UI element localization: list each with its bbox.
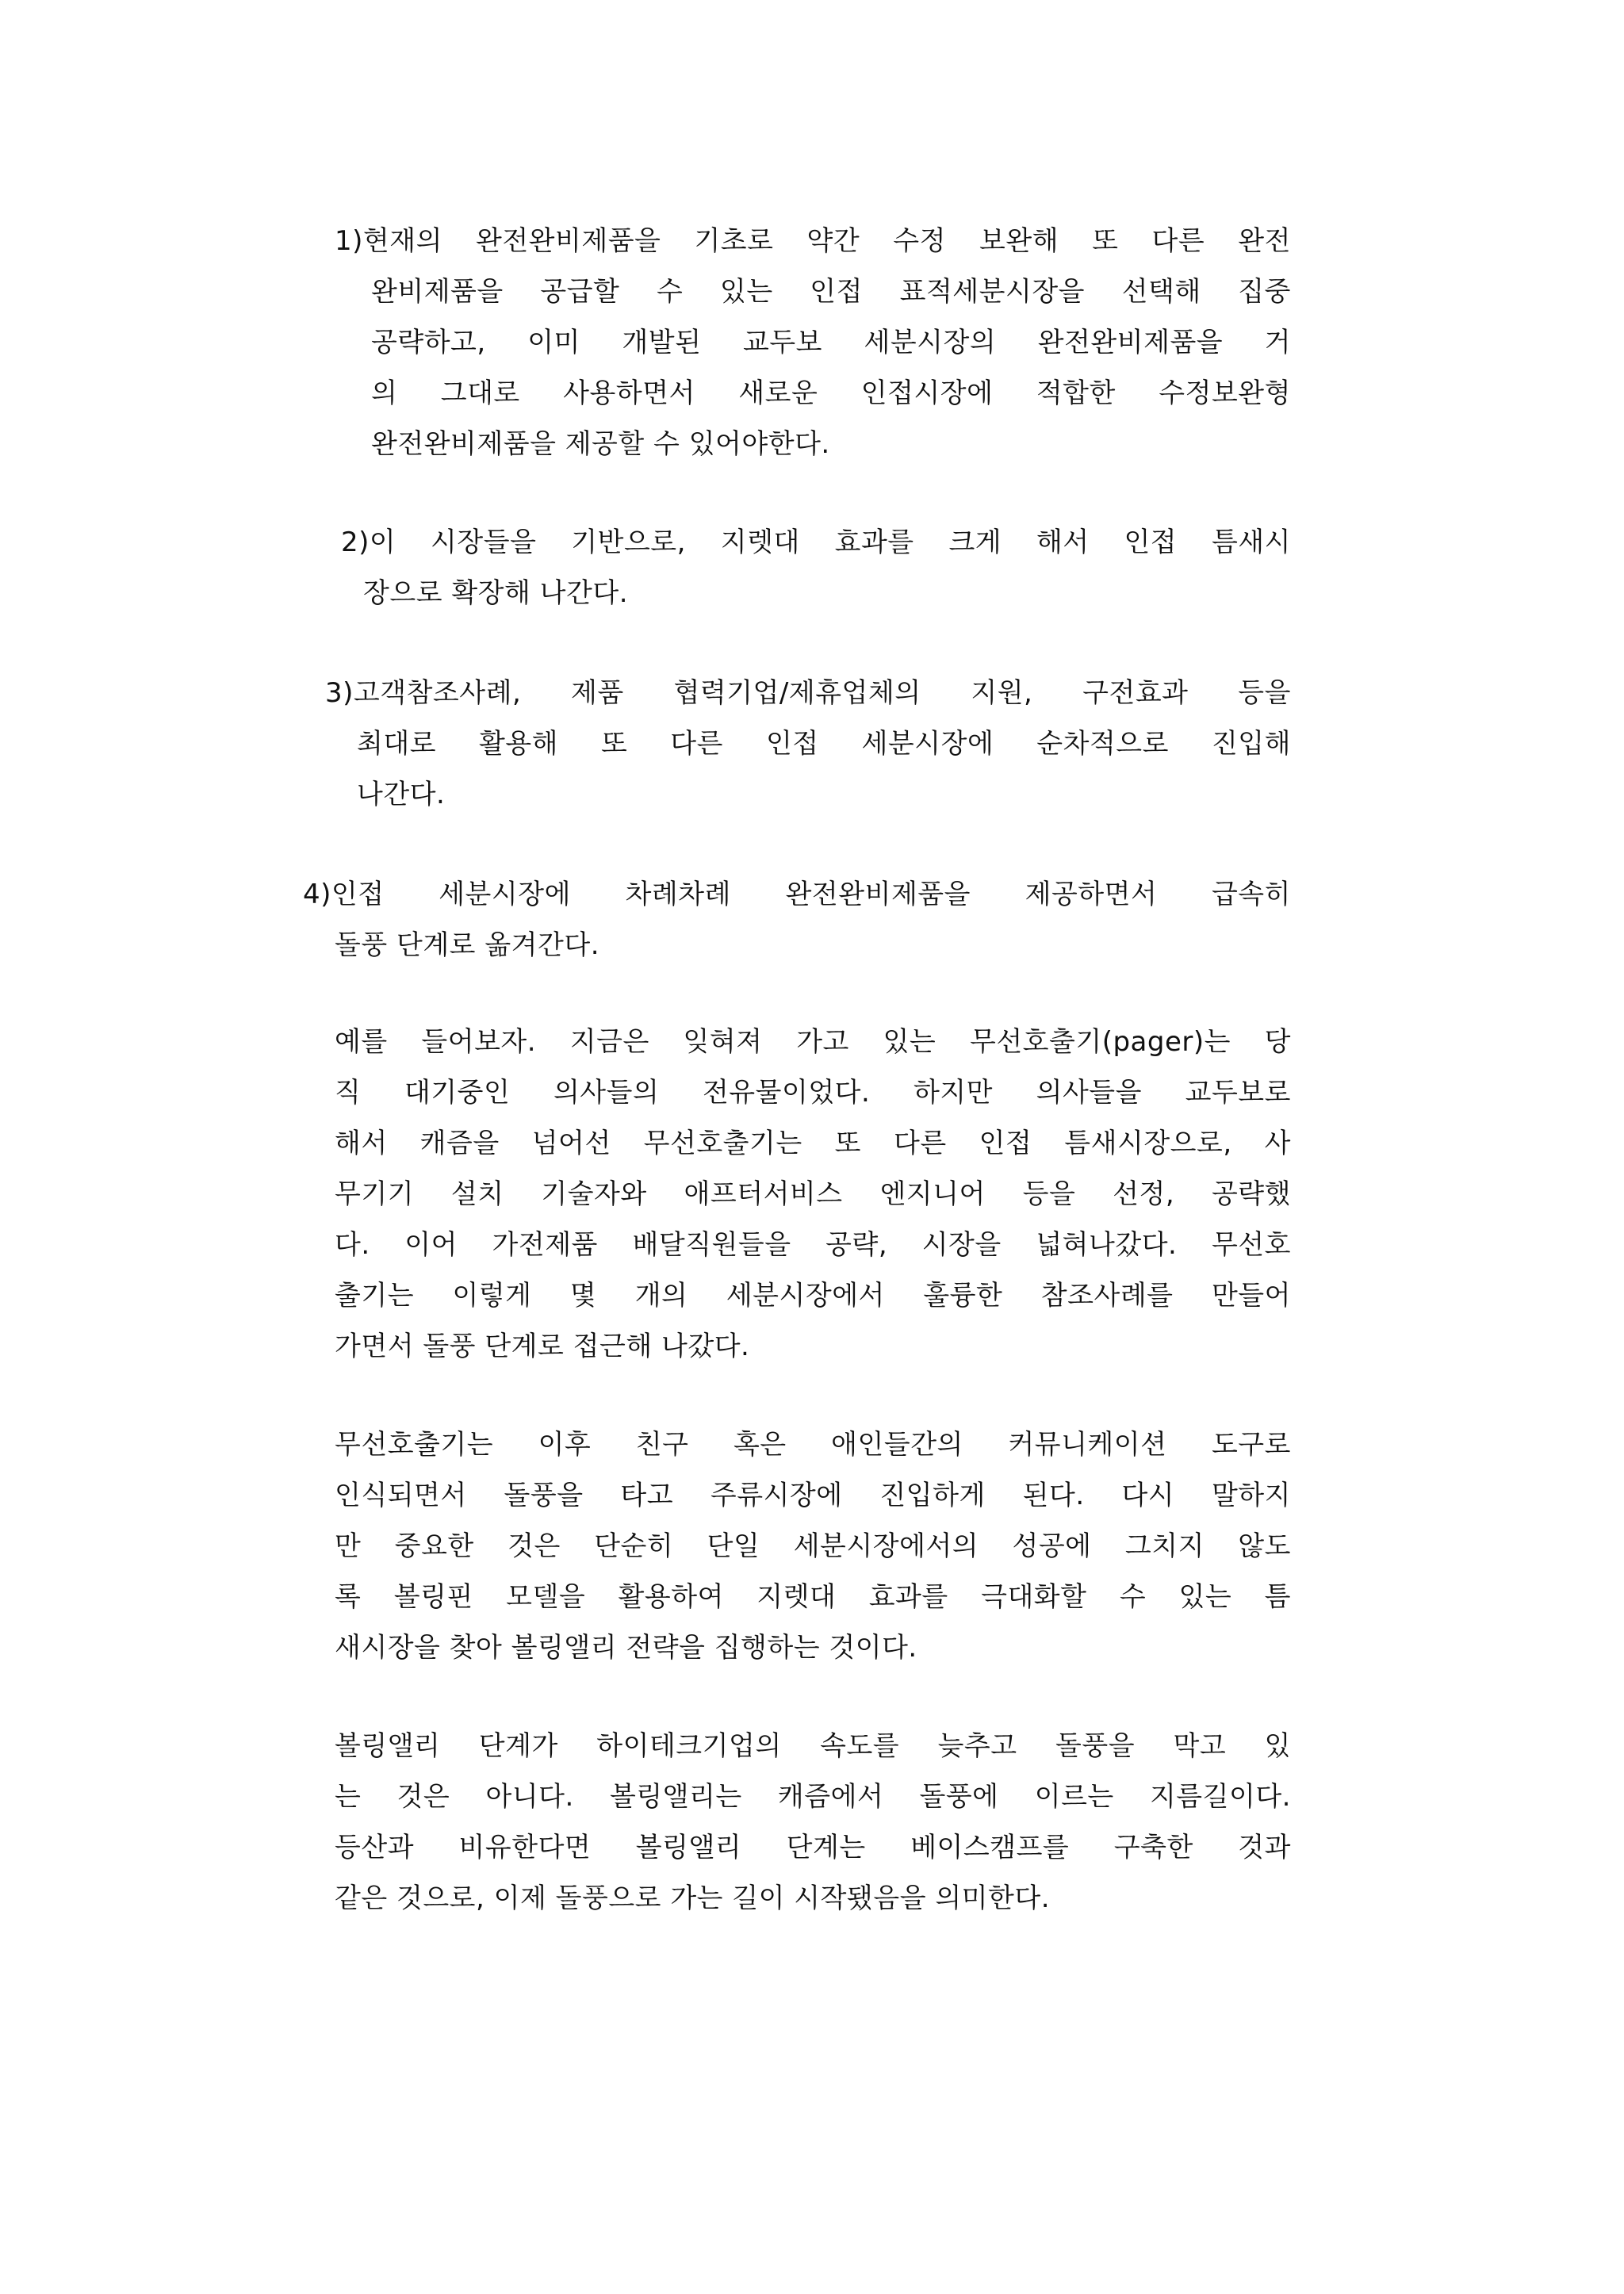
paragraph-line: 록 볼링핀 모델을 활용하여 지렛대 효과를 극대화할 수 있는 틈 [335, 1581, 1291, 1613]
list-item-line: 3)고객참조사례, 제품 협력기업/제휴업체의 지원, 구전효과 등을 [325, 677, 1291, 709]
paragraph-line: 예를 들어보자. 지금은 잊혀져 가고 있는 무선호출기(pager)는 당 [335, 1026, 1291, 1058]
paragraph-line: 직 대기중인 의사들의 전유물이었다. 하지만 의사들을 교두보로 [335, 1077, 1291, 1109]
list-item-line: 완전완비제품을 제공할 수 있어야한다. [371, 428, 830, 460]
list-item-line: 최대로 활용해 또 다른 인접 세분시장에 순차적으로 진입해 [357, 728, 1291, 760]
paragraph-line: 등산과 비유한다면 볼링앨리 단계는 베이스캠프를 구축한 것과 [335, 1832, 1291, 1863]
paragraph-mainstream [335, 1419, 1291, 1673]
paragraph-line: 는 것은 아니다. 볼링앨리는 캐즘에서 돌풍에 이르는 지름길이다. [335, 1781, 1291, 1813]
list-item-line: 나간다. [357, 779, 446, 810]
paragraph-line: 새시장을 찾아 볼링앨리 전략을 집행하는 것이다. [335, 1632, 917, 1664]
list-item-3 [325, 668, 1291, 820]
paragraph-bowling-alley [335, 1721, 1291, 1924]
paragraph-line: 만 중요한 것은 단순히 단일 세분시장에서의 성공에 그치지 않도 [335, 1530, 1291, 1562]
list-item-line: 1)현재의 완전완비제품을 기초로 약간 수정 보완해 또 다른 완전 [335, 225, 1291, 257]
paragraph-line: 출기는 이렇게 몇 개의 세분시장에서 훌륭한 참조사례를 만들어 [335, 1280, 1291, 1312]
paragraph-line: 인식되면서 돌풍을 타고 주류시장에 진입하게 된다. 다시 말하지 [335, 1480, 1291, 1511]
list-item-line: 완비제품을 공급할 수 있는 인접 표적세분시장을 선택해 집중 [371, 276, 1291, 308]
paragraph-line: 같은 것으로, 이제 돌풍으로 가는 길이 시작됐음을 의미한다. [335, 1882, 1051, 1914]
paragraph-line: 무기기 설치 기술자와 애프터서비스 엔지니어 등을 선정, 공략했 [335, 1178, 1291, 1210]
paragraph-line: 해서 캐즘을 넘어선 무선호출기는 또 다른 인접 틈새시장으로, 사 [335, 1128, 1291, 1159]
paragraph-pager-example [335, 1017, 1291, 1372]
list-item-line: 2)이 시장들을 기반으로, 지렛대 효과를 크게 해서 인접 틈새시 [341, 527, 1291, 558]
list-item-line: 의 그대로 사용하면서 새로운 인접시장에 적합한 수정보완형 [371, 377, 1291, 409]
paragraph-line: 볼링앨리 단계가 하이테크기업의 속도를 늦추고 돌풍을 막고 있 [335, 1730, 1291, 1762]
list-item-line: 돌풍 단계로 옮겨간다. [335, 929, 600, 961]
list-item-line: 4)인접 세분시장에 차례차례 완전완비제품을 제공하면서 급속히 [303, 879, 1291, 910]
paragraph-line: 무선호출기는 이후 친구 혹은 애인들간의 커뮤니케이션 도구로 [335, 1429, 1291, 1461]
list-item-2 [341, 517, 1291, 618]
paragraph-line: 다. 이어 가전제품 배달직원들을 공략, 시장을 넓혀나갔다. 무선호 [335, 1229, 1291, 1261]
paragraph-line: 가면서 돌풍 단계로 접근해 나갔다. [335, 1331, 750, 1362]
list-item-4 [303, 869, 1291, 971]
list-item-line: 장으로 확장해 나간다. [363, 577, 629, 609]
list-item-line: 공략하고, 이미 개발된 교두보 세분시장의 완전완비제품을 거 [371, 327, 1291, 358]
list-item-1 [335, 216, 1291, 469]
